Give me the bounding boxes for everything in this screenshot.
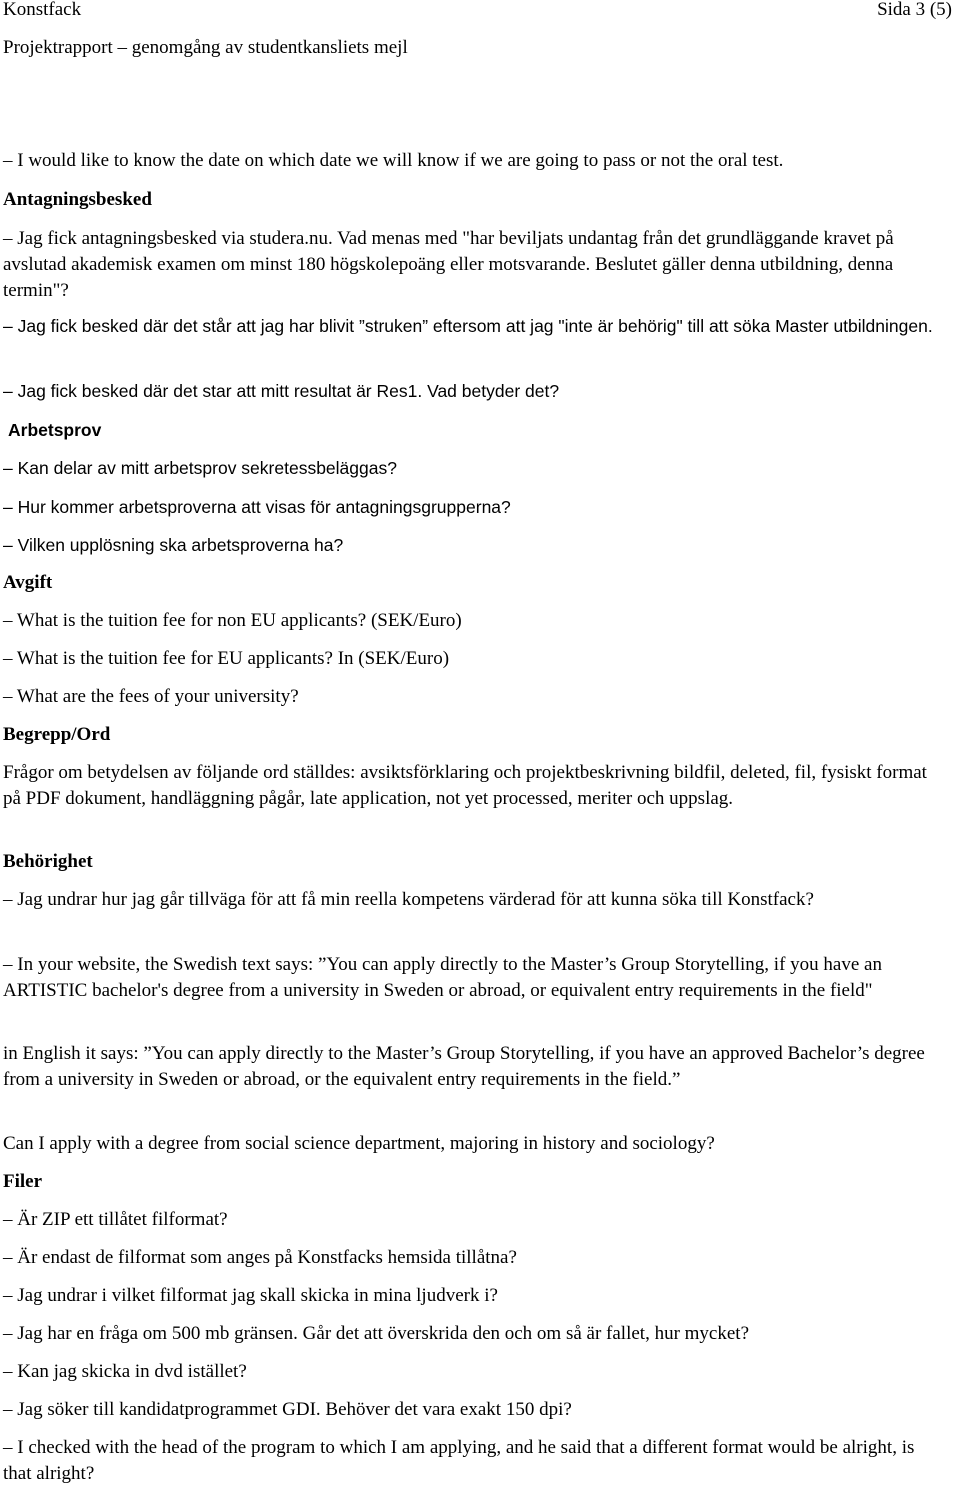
heading-avgift: Avgift	[3, 572, 53, 593]
question-gdi-dpi: – Jag söker till kandidatprogrammet GDI. Behöver det vara exakt 150 dpi?	[3, 1399, 572, 1420]
question-500mb: – Jag har en fråga om 500 mb gränsen. Går det att överskrida den och om så är fallet, hur mycket?	[3, 1323, 750, 1344]
question-different-format: – I checked with the head of the program to which I am applying, and he said that a different format would be alright, is that alright?	[3, 1437, 915, 1484]
question-upplosning: – Vilken upplösning ska arbetsproverna ha?	[3, 535, 344, 555]
question-swedish-text: – In your website, the Swedish text says: ”You can apply directly to the Master’s Group Storytelling, if you have an ARTISTIC bachelor's degree from a university in Sweden or abroad, or equivalent entry requirements in the field"	[3, 954, 882, 1001]
paragraph-english-text: in English it says: ”You can apply directly to the Master’s Group Storytelling, if you have an approved Bachelor’s degree from a university in Sweden or abroad, or the equivalent entry requirements in the field.”	[3, 1043, 925, 1090]
question-reell-kompetens: – Jag undrar hur jag går tillväga för att få min reella kompetens värderad för att kunna söka till Konstfack?	[3, 889, 814, 910]
heading-antagningsbesked: Antagningsbesked	[3, 189, 152, 210]
question-struken: – Jag fick besked där det står att jag har blivit ”struken” eftersom att jag "inte är behörig" till att söka Master utbildningen.	[3, 316, 933, 336]
header-subtitle: Projektrapport – genomgång av studentkansliets mejl	[3, 37, 408, 58]
question-zip: – Är ZIP ett tillåtet filformat?	[3, 1209, 228, 1230]
question-dvd: – Kan jag skicka in dvd istället?	[3, 1361, 247, 1382]
question-sekretess: – Kan delar av mitt arbetsprov sekretessbeläggas?	[3, 458, 397, 478]
heading-begrepp: Begrepp/Ord	[3, 724, 111, 745]
question-res1: – Jag fick besked där det star att mitt resultat är Res1. Vad betyder det?	[3, 381, 560, 401]
question-fee-non-eu: – What is the tuition fee for non EU applicants? (SEK/Euro)	[3, 610, 462, 631]
paragraph-begrepp: Frågor om betydelsen av följande ord ställdes: avsiktsförklaring och projektbeskrivning bildfil, deleted, fil, fysiskt format på PDF dokument, handläggning pågår, late application, not yet processed, meriter och uppslag.	[3, 762, 927, 809]
question-visas: – Hur kommer arbetsproverna att visas för antagningsgrupperna?	[3, 497, 511, 517]
question-social-science: Can I apply with a degree from social science department, majoring in history and sociology?	[3, 1133, 715, 1154]
question-undantag: – Jag fick antagningsbesked via studera.nu. Vad menas med "har beviljats undantag från det grundläggande kravet på avslutad akademisk examen om minst 180 högskolepoäng eller motsvarande. Beslutet gäller denna utbildning, denna termin"?	[3, 228, 894, 301]
heading-behorighet: Behörighet	[3, 851, 93, 872]
header-page-number: Sida 3 (5)	[877, 0, 952, 20]
question-filformat-hemsida: – Är endast de filformat som anges på Konstfacks hemsida tillåtna?	[3, 1247, 517, 1268]
question-fee-eu: – What is the tuition fee for EU applicants? In (SEK/Euro)	[3, 648, 450, 669]
heading-filer: Filer	[3, 1171, 43, 1192]
question-ljudverk: – Jag undrar i vilket filformat jag skall skicka in mina ljudverk i?	[3, 1285, 498, 1306]
question-fees-university: – What are the fees of your university?	[3, 686, 299, 707]
question-oral-test: – I would like to know the date on which date we will know if we are going to pass or not the oral test.	[3, 150, 784, 171]
heading-arbetsprov: Arbetsprov	[8, 420, 102, 440]
header-left: Konstfack	[3, 0, 82, 20]
